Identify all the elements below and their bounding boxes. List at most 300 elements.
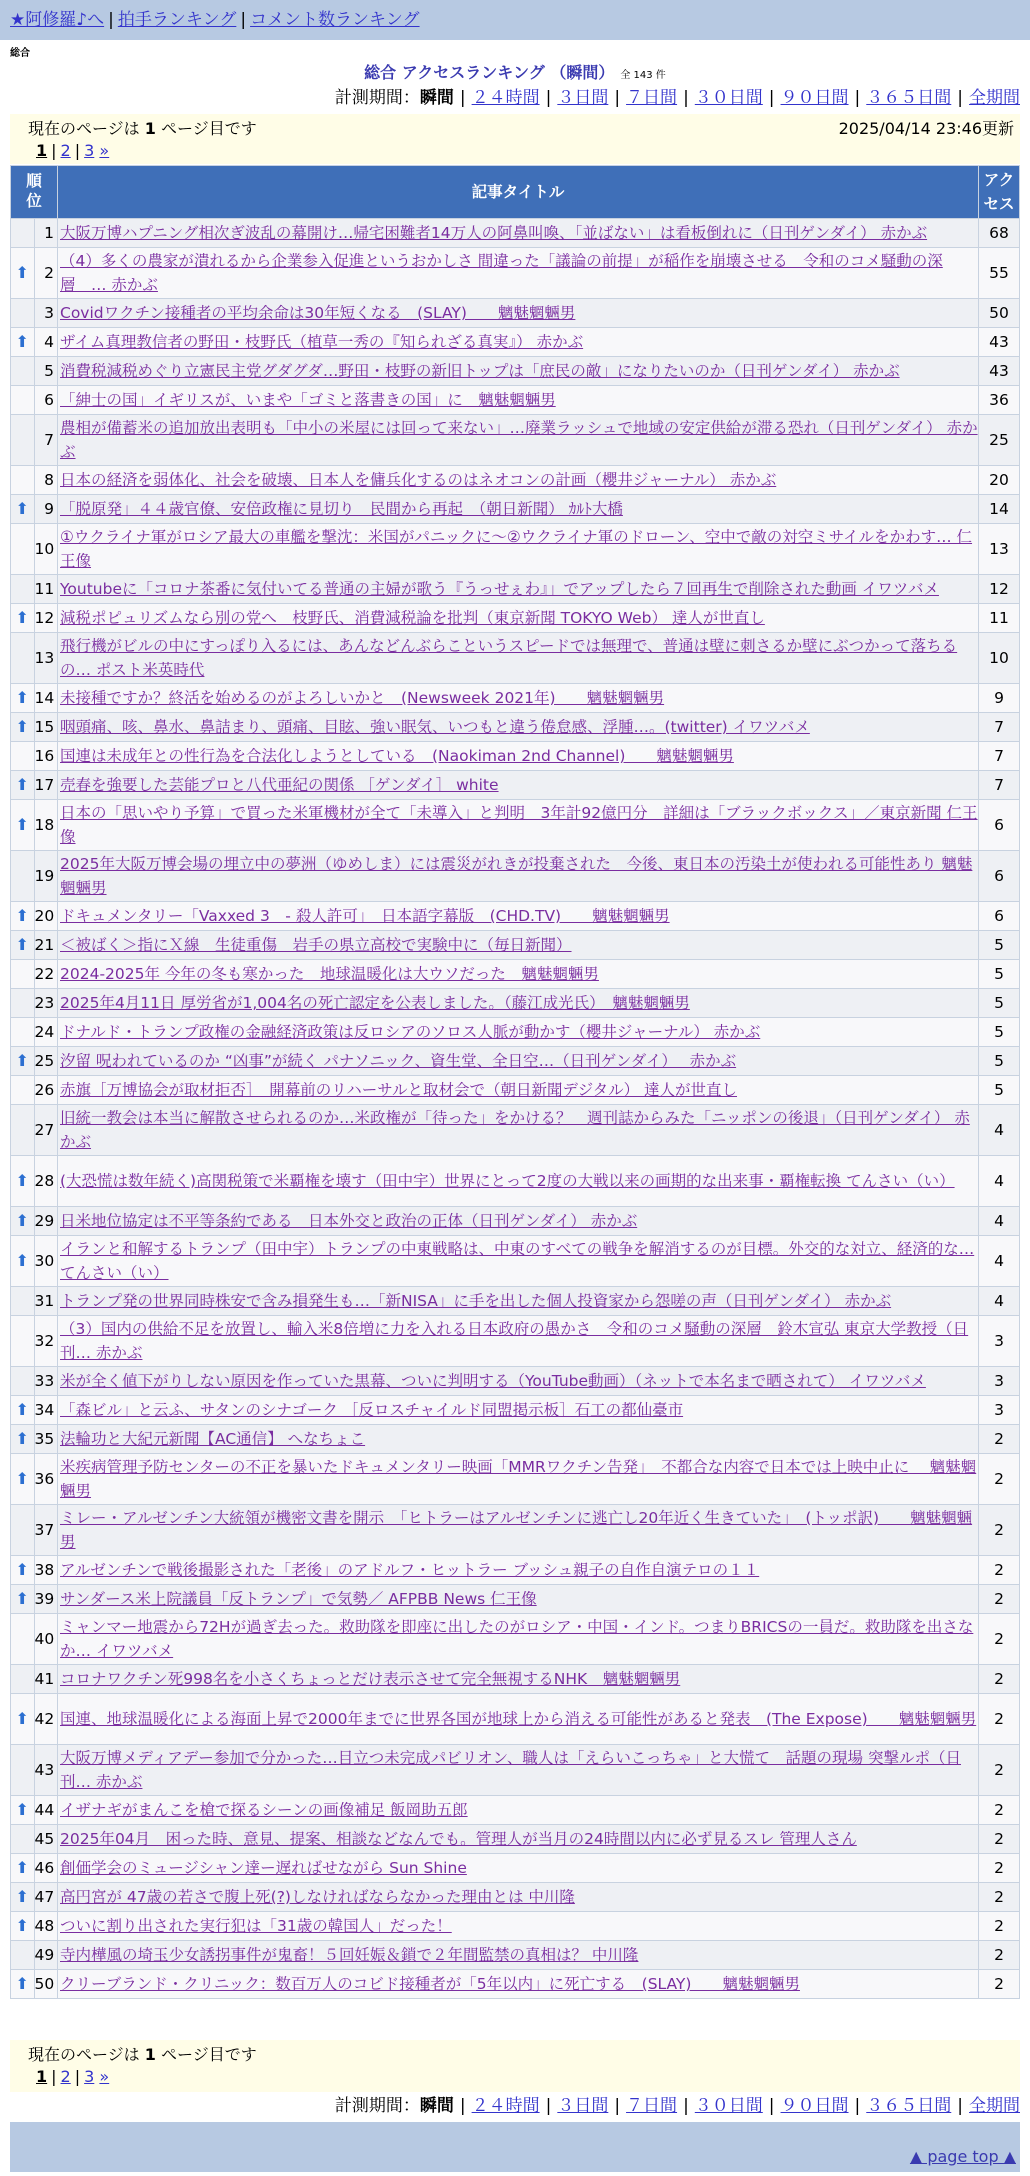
article-title-cell (58, 684, 979, 713)
arrow-up-icon: ⬆ (15, 499, 29, 518)
access-count: 4 (979, 1105, 1020, 1156)
article-title-link[interactable]: 高円宮が 47歳の若さで腹上死(?)しなければならなかった理由とは 中川隆 (60, 1888, 575, 1906)
article-title-link[interactable]: 「森ビル」と云ふ、サタンのシナゴーク ［反ロスチャイルド同盟掲示板］石工の都仙臺市 (60, 1401, 684, 1419)
period-link[interactable]: ９０日間 (780, 2096, 849, 2116)
access-count: 6 (979, 902, 1020, 931)
article-title-cell (58, 1883, 979, 1912)
article-title-cell (58, 1665, 979, 1694)
rank-change-cell (11, 800, 35, 851)
table-row (11, 713, 1020, 742)
rank-change-cell (11, 1556, 35, 1585)
rank-number: 7 (34, 415, 58, 466)
article-title-cell (58, 1556, 979, 1585)
rank-number: 40 (34, 1614, 58, 1665)
access-count: 5 (979, 1047, 1020, 1076)
table-row (11, 1694, 1020, 1745)
article-title-link[interactable]: ついに割り出された実行犯は「31歳の韓国人」だった！ (60, 1917, 452, 1935)
access-count: 5 (979, 1018, 1020, 1047)
table-row (11, 1970, 1020, 1999)
rank-change-cell (11, 1585, 35, 1614)
page-navigation (28, 140, 1012, 162)
rank-change-cell (11, 357, 35, 386)
rank-change-cell (11, 1425, 35, 1454)
access-count: 2 (979, 1970, 1020, 1999)
rank-change-cell (11, 1694, 35, 1745)
arrow-up-icon: ⬆ (15, 775, 29, 794)
page-separator: | (51, 2067, 57, 2086)
article-title-link[interactable]: （4）多くの農家が潰れるから企業参入促進というおかしさ 間違った「議論の前提」が稲作を崩壊させる 令和のコメ騒動の深層 … 赤かぶ (60, 252, 943, 294)
next-page-link[interactable]: » (99, 2067, 110, 2086)
rank-change-cell (11, 1941, 35, 1970)
article-title-link[interactable]: 農相が備蓄米の追加放出表明も「中小の米屋には回って来ない」…廃業ラッシュで地域の安定供給が滞る恐れ（日刊ゲンダイ） 赤かぶ (60, 419, 978, 461)
rank-change-cell (11, 1883, 35, 1912)
rank-number: 35 (34, 1425, 58, 1454)
period-separator: | (683, 2096, 689, 2116)
article-title-link[interactable]: 「紳士の国」イギリスが、いまや「ゴミと落書きの国」に 魑魅魍魎男 (60, 391, 556, 409)
article-title-link[interactable]: 汐留 呪われているのか “凶事”が続く パナソニック、資生堂、全日空…（日刊ゲンダイ） 赤かぶ (60, 1052, 737, 1070)
period-selector-bottom (335, 2094, 1020, 2118)
period-link[interactable]: ７日間 (626, 2096, 678, 2116)
rank-number: 14 (34, 684, 58, 713)
period-label: 計測期間： (334, 88, 420, 108)
table-row (11, 1941, 1020, 1970)
rank-number: 38 (34, 1556, 58, 1585)
clap-ranking-link[interactable]: 拍手ランキング (117, 10, 237, 30)
rank-change-cell (11, 960, 35, 989)
article-title-cell (58, 1745, 979, 1796)
ranking-table (10, 165, 1020, 1999)
rank-number: 21 (34, 931, 58, 960)
rank-change-cell (11, 1854, 35, 1883)
access-count: 2 (979, 1941, 1020, 1970)
rank-number: 47 (34, 1883, 58, 1912)
home-link[interactable]: ★阿修羅♪へ (10, 10, 105, 30)
article-title-cell (58, 1316, 979, 1367)
article-title-link[interactable]: トランプ発の世界同時株安で含み損発生も…「新NISA」に手を出した個人投資家から怨嗟の声（日刊ゲンダイ） 赤かぶ (60, 1292, 892, 1310)
article-title-cell (58, 1076, 979, 1105)
article-title-link[interactable]: 消費税減税めぐり立憲民主党グダグダ…野田・枝野の新旧トップは「庶民の敵」になりたいのか（日刊ゲンダイ） 赤かぶ (60, 362, 900, 380)
table-row (11, 1236, 1020, 1287)
page-link-2[interactable]: 2 (60, 141, 71, 160)
article-title-link[interactable]: 減税ポピュリズムなら別の党へ 枝野氏、消費減税論を批判（東京新聞 TOKYO Web） 達人が世直し (60, 609, 765, 627)
period-link[interactable]: ７日間 (626, 88, 678, 108)
rank-number: 5 (34, 357, 58, 386)
article-title-link[interactable]: コロナワクチン死998名を小さくちょっとだけ表示させて完全無視するNHK 魑魅魍魎男 (60, 1670, 681, 1688)
access-count: 11 (979, 604, 1020, 633)
rank-change-cell (11, 771, 35, 800)
arrow-up-icon: ⬆ (15, 688, 29, 707)
article-title-link[interactable]: 大阪万博メディアデー参加で分かった…目立つ未完成パビリオン、職人は「えらいこっちゃ」と大慌て 話題の現場 突撃ルポ（日刊… 赤かぶ (60, 1749, 961, 1791)
access-count: 2 (979, 1585, 1020, 1614)
article-title-cell (58, 1018, 979, 1047)
table-row (11, 357, 1020, 386)
rank-change-cell (11, 1236, 35, 1287)
article-title-cell (58, 1207, 979, 1236)
rank-change-cell (11, 299, 35, 328)
access-count: 4 (979, 1156, 1020, 1207)
arrow-up-icon: ⬆ (15, 1916, 29, 1935)
period-link[interactable]: ３０日間 (694, 88, 763, 108)
table-row (11, 684, 1020, 713)
table-row (11, 1825, 1020, 1854)
access-count: 2 (979, 1796, 1020, 1825)
article-title-cell (58, 931, 979, 960)
header-title: 記事タイトル (58, 166, 979, 219)
article-title-link[interactable]: 日本の経済を弱体化、社会を破壊、日本人を傭兵化するのはネオコンの計画（櫻井ジャーナル） 赤かぶ (60, 471, 777, 489)
rank-change-cell (11, 524, 35, 575)
article-title-link[interactable]: イランと和解するトランプ（田中宇）トランプの中東戦略は、中東のすべての戦争を解消するのが目標。外交的な対立、経済的な… てんさい（い） (60, 1240, 975, 1282)
page-link-2[interactable]: 2 (60, 2067, 71, 2086)
article-title-link[interactable]: 「脱原発」４４歳官僚、安倍政権に見切り 民間から再起 （朝日新聞） ｶﾙﾄ大橋 (60, 500, 623, 518)
rank-change-cell (11, 742, 35, 771)
article-title-link[interactable]: 飛行機がビルの中にすっぽり入るには、あんなどんぶらこというスピードでは無理で、普通は壁に刺さるか壁にぶつかって落ちるの… ポスト米英時代 (60, 637, 958, 679)
rank-number: 50 (34, 1970, 58, 1999)
article-title-cell (58, 1425, 979, 1454)
article-title-link[interactable]: 日本の「思いやり予算」で買った米軍機材が全て「未導入」と判明 3年計92億円分 詳細は「ブラックボックス」／東京新聞 仁王像 (60, 804, 978, 846)
period-link[interactable]: ２４時間 (471, 2096, 540, 2116)
article-title-cell (58, 1505, 979, 1556)
rank-change-cell (11, 1454, 35, 1505)
rank-number: 6 (34, 386, 58, 415)
table-row (11, 902, 1020, 931)
access-count: 6 (979, 800, 1020, 851)
article-title-cell (58, 219, 979, 248)
rank-number: 42 (34, 1694, 58, 1745)
pager-status-prefix: 現在のページは (28, 119, 140, 138)
table-row (11, 495, 1020, 524)
period-separator: | (459, 88, 466, 108)
article-title-link[interactable]: Youtubeに「コロナ茶番に気付いてる普通の主婦が歌う『うっせぇわ』」でアップしたら７回再生で削除された動画 イワツバメ (60, 580, 939, 598)
period-separator: | (614, 2096, 621, 2116)
article-title-cell (58, 960, 979, 989)
access-count: 13 (979, 524, 1020, 575)
table-row (11, 742, 1020, 771)
period-separator: | (854, 88, 861, 108)
rank-number: 2 (34, 248, 58, 299)
article-title-link[interactable]: ①ウクライナ軍がロシア最大の車艦を撃沈：米国がパニックに〜②ウクライナ軍のドローン、空中で敵の対空ミサイルをかわす… 仁王像 (60, 528, 973, 570)
article-title-cell (58, 1970, 979, 1999)
article-title-cell (58, 1236, 979, 1287)
article-title-link[interactable]: 創価学会のミュージシャン達ー遅ればせながら Sun Shine (60, 1859, 467, 1877)
article-title-cell (58, 1912, 979, 1941)
arrow-up-icon: ⬆ (15, 1171, 29, 1190)
period-current: 瞬間 (419, 2096, 454, 2116)
access-count: 2 (979, 1912, 1020, 1941)
access-count: 4 (979, 1207, 1020, 1236)
rank-number: 4 (34, 328, 58, 357)
period-link[interactable]: 全期間 (969, 88, 1020, 108)
rank-number: 24 (34, 1018, 58, 1047)
article-title-link[interactable]: 2025年大阪万博会場の埋立中の夢洲（ゆめしま）には震災がれきが投棄された 今後、東日本の汚染土が使われる可能性あり 魑魅魍魎男 (60, 855, 973, 897)
page-separator: | (51, 141, 57, 160)
arrow-up-icon: ⬆ (15, 1251, 29, 1270)
rank-number: 32 (34, 1316, 58, 1367)
table-row (11, 851, 1020, 902)
arrow-up-icon: ⬆ (15, 263, 29, 282)
rank-number: 17 (34, 771, 58, 800)
article-title-cell (58, 248, 979, 299)
article-title-cell (58, 1156, 979, 1207)
article-title-link[interactable]: クリーブランド・クリニック：数百万人のコビド接種者が「5年以内」に死亡する (SLAY) 魑魅魍魎男 (60, 1975, 800, 1993)
article-title-cell (58, 328, 979, 357)
page-link-3[interactable]: 3 (84, 141, 95, 160)
article-title-link[interactable]: 2025年4月11日 厚労省が1,004名の死亡認定を公表しました。（藤江成光氏） 魑魅魍魎男 (60, 994, 690, 1012)
article-title-cell (58, 1796, 979, 1825)
article-title-cell (58, 1854, 979, 1883)
period-current: 瞬間 (419, 88, 454, 108)
rank-number: 25 (34, 1047, 58, 1076)
access-count: 3 (979, 1396, 1020, 1425)
arrow-up-icon: ⬆ (15, 1858, 29, 1877)
table-row (11, 1556, 1020, 1585)
access-count: 2 (979, 1505, 1020, 1556)
section-label: 総合 (10, 48, 30, 59)
rank-number: 19 (34, 851, 58, 902)
access-count: 7 (979, 742, 1020, 771)
arrow-up-icon: ⬆ (15, 608, 29, 627)
rank-change-cell (11, 575, 35, 604)
access-count: 12 (979, 575, 1020, 604)
rank-change-cell (11, 1912, 35, 1941)
rank-change-cell (11, 1105, 35, 1156)
access-count: 2 (979, 1883, 1020, 1912)
period-link[interactable]: ３６５日間 (866, 2096, 952, 2116)
access-count: 5 (979, 960, 1020, 989)
article-title-link[interactable]: 売春を強要した芸能プロと八代亜紀の関係 ［ゲンダイ］ white (60, 776, 499, 794)
article-title-link[interactable]: 米が全く値下がりしない原因を作っていた黒幕、ついに判明する（YouTube動画）（ネットで本名まで晒されて） イワツバメ (60, 1372, 926, 1390)
article-title-link[interactable]: ドナルド・トランプ政権の金融経済政策は反ロシアのソロス人脈が動かす（櫻井ジャーナル） 赤かぶ (60, 1023, 761, 1041)
access-count: 7 (979, 771, 1020, 800)
rank-number: 48 (34, 1912, 58, 1941)
rank-change-cell (11, 1018, 35, 1047)
article-title-link[interactable]: 法輪功と大紀元新聞【AC通信】 へなちょこ (60, 1430, 366, 1448)
arrow-up-icon: ⬆ (15, 1560, 29, 1579)
article-title-cell (58, 299, 979, 328)
comment-ranking-link[interactable]: コメント数ランキング (250, 10, 420, 30)
period-link[interactable]: ３０日間 (694, 2096, 763, 2116)
header-access: アクセス (979, 166, 1020, 219)
access-count: 14 (979, 495, 1020, 524)
page-link-3[interactable]: 3 (84, 2067, 95, 2086)
ranking-title: 総合 アクセスランキング （瞬間） (364, 63, 615, 82)
article-title-link[interactable]: ドキュメンタリー「Vaxxed 3 - 殺人許可」 日本語字幕版 (CHD.TV) 魑魅魍魎男 (60, 907, 670, 925)
article-title-cell (58, 1287, 979, 1316)
article-title-link[interactable]: 大阪万博ハプニング相次ぎ波乱の幕開け…帰宅困難者14万人の阿鼻叫喚、「並ばない」は看板倒れに（日刊ゲンダイ） 赤かぶ (60, 224, 928, 242)
access-count: 2 (979, 1825, 1020, 1854)
access-count: 6 (979, 851, 1020, 902)
access-count: 2 (979, 1745, 1020, 1796)
period-link[interactable]: ２４時間 (471, 88, 540, 108)
rank-change-cell (11, 495, 35, 524)
rank-change-cell (11, 386, 35, 415)
access-count: 3 (979, 1367, 1020, 1396)
arrow-up-icon: ⬆ (15, 1709, 29, 1728)
table-row (11, 575, 1020, 604)
rank-number: 10 (34, 524, 58, 575)
table-row (11, 1454, 1020, 1505)
arrow-up-icon: ⬆ (15, 1051, 29, 1070)
header-rank: 順位 (11, 166, 58, 219)
table-row (11, 1156, 1020, 1207)
rank-number: 49 (34, 1941, 58, 1970)
table-row (11, 1287, 1020, 1316)
article-title-cell (58, 357, 979, 386)
access-count: 20 (979, 466, 1020, 495)
page-current: 1 (36, 2067, 48, 2086)
access-count: 9 (979, 684, 1020, 713)
access-count: 50 (979, 299, 1020, 328)
rank-change-cell (11, 684, 35, 713)
article-title-cell (58, 851, 979, 902)
access-count: 68 (979, 219, 1020, 248)
article-title-link[interactable]: 国連、地球温暖化による海面上昇で2000年までに世界各国が地球上から消える可能性があると発表 (The Expose) 魑魅魍魎男 (60, 1710, 977, 1728)
rank-number: 11 (34, 575, 58, 604)
rank-number: 9 (34, 495, 58, 524)
table-row (11, 1912, 1020, 1941)
rank-change-cell (11, 328, 35, 357)
article-title-cell (58, 575, 979, 604)
arrow-up-icon: ⬆ (15, 1800, 29, 1819)
rank-number: 15 (34, 713, 58, 742)
access-count: 2 (979, 1854, 1020, 1883)
arrow-up-icon: ⬆ (15, 906, 29, 925)
page-top-link[interactable]: ▲ page top ▲ (909, 2147, 1016, 2166)
total-count: 全 143 件 (620, 70, 666, 81)
table-row (11, 1367, 1020, 1396)
table-row (11, 960, 1020, 989)
rank-number: 26 (34, 1076, 58, 1105)
article-title-link[interactable]: Covidワクチン接種者の平均余命は30年短くなる (SLAY) 魑魅魍魎男 (60, 304, 576, 322)
article-title-link[interactable]: 2025年04月 困った時、意見、提案、相談などなんでも。管理人が当月の24時間以内に必ず見るスレ 管理人さん (60, 1830, 857, 1848)
page-separator: | (74, 141, 81, 160)
article-title-link[interactable]: 未接種ですか？終活を始めるのがよろしいかと (Newsweek 2021年) 魑魅魍魎男 (60, 689, 665, 707)
access-count: 55 (979, 248, 1020, 299)
table-row (11, 989, 1020, 1018)
period-separator: | (545, 2096, 552, 2116)
rank-change-cell (11, 1076, 35, 1105)
arrow-up-icon: ⬆ (15, 1589, 29, 1608)
table-row (11, 248, 1020, 299)
table-row (11, 524, 1020, 575)
rank-number: 39 (34, 1585, 58, 1614)
pager-bottom (10, 2040, 1020, 2092)
article-title-cell (58, 633, 979, 684)
article-title-link[interactable]: アルゼンチンで戦後撮影された「老後」のアドルフ・ヒットラー ブッシュ親子の自作自演テロの１１ (60, 1561, 760, 1579)
rank-number: 23 (34, 989, 58, 1018)
access-count: 4 (979, 1236, 1020, 1287)
period-link[interactable]: ３日間 (557, 2096, 609, 2116)
footer-bar (10, 2122, 1020, 2172)
pager-top (10, 114, 1020, 164)
rank-number: 1 (34, 219, 58, 248)
table-row (11, 386, 1020, 415)
period-link[interactable]: 全期間 (969, 2096, 1020, 2116)
table-row (11, 219, 1020, 248)
article-title-cell (58, 415, 979, 466)
article-title-link[interactable]: 寺内樺風の埼玉少女誘拐事件が鬼畜！５回妊娠＆鎖で２年間監禁の真相は？ 中川隆 (60, 1946, 639, 1964)
rank-number: 30 (34, 1236, 58, 1287)
table-row (11, 466, 1020, 495)
access-count: 5 (979, 931, 1020, 960)
access-count: 2 (979, 1665, 1020, 1694)
article-title-cell (58, 466, 979, 495)
next-page-link[interactable]: » (99, 141, 110, 160)
rank-change-cell (11, 1047, 35, 1076)
article-title-link[interactable]: 米疾病管理予防センターの不正を暴いたドキュメンタリー映画「MMRワクチン告発」 不都合な内容で日本では上映中止に 魑魅魍魎男 (60, 1458, 977, 1500)
access-count: 10 (979, 633, 1020, 684)
rank-number: 18 (34, 800, 58, 851)
period-link[interactable]: ９０日間 (780, 88, 849, 108)
rank-change-cell (11, 466, 35, 495)
access-count: 7 (979, 713, 1020, 742)
rank-change-cell (11, 248, 35, 299)
arrow-up-icon: ⬆ (15, 935, 29, 954)
access-count: 36 (979, 386, 1020, 415)
table-row (11, 1745, 1020, 1796)
article-title-link[interactable]: (大恐慌は数年続く)高関税策で米覇権を壊す（田中宇）世界にとって2度の大戦以来の画期的な出来事・覇権転換 てんさい（い） (60, 1172, 955, 1190)
access-count: 2 (979, 1454, 1020, 1505)
article-title-link[interactable]: 咽頭痛、咳、鼻水、鼻詰まり、頭痛、目眩、強い眠気、いつもと違う倦怠感、浮腫…。(twitter) イワツバメ (60, 718, 810, 736)
article-title-link[interactable]: 国連は未成年との性行為を合法化しようとしている (Naokiman 2nd Channel) 魑魅魍魎男 (60, 747, 734, 765)
period-selector-top (335, 86, 1020, 110)
period-separator: | (768, 2096, 775, 2116)
nav-separator: | (240, 10, 247, 30)
table-row (11, 1505, 1020, 1556)
period-link[interactable]: ３６５日間 (866, 88, 952, 108)
rank-change-cell (11, 219, 35, 248)
article-title-link[interactable]: （3）国内の供給不足を放置し、輸入米8倍増に力を入れる日本政府の愚かさ 令和のコメ騒動の深層 鈴木宣弘 東京大学教授（日刊… 赤かぶ (60, 1320, 969, 1362)
article-title-link[interactable]: サンダース米上院議員「反トランプ」で気勢／ AFPBB News 仁王像 (60, 1590, 537, 1608)
page-navigation (28, 2066, 1012, 2088)
rank-change-cell (11, 1287, 35, 1316)
rank-change-cell (11, 1825, 35, 1854)
rank-number: 8 (34, 466, 58, 495)
access-count: 25 (979, 415, 1020, 466)
rank-number: 36 (34, 1454, 58, 1505)
article-title-link[interactable]: 日米地位協定は不平等条約である 日本外交と政治の正体（日刊ゲンダイ） 赤かぶ (60, 1212, 638, 1230)
rank-number: 3 (34, 299, 58, 328)
article-title-link[interactable]: 2024-2025年 今年の冬も寒かった 地球温暖化は大ウソだった 魑魅魍魎男 (60, 965, 599, 983)
article-title-link[interactable]: ＜被ばく＞指にＸ線 生徒重傷 岩手の県立高校で実験中に（毎日新聞） (60, 936, 572, 954)
article-title-cell (58, 771, 979, 800)
rank-number: 20 (34, 902, 58, 931)
rank-change-cell (11, 1796, 35, 1825)
article-title-link[interactable]: ザイム真理教信者の野田・枝野氏（植草一秀の『知られざる真実』） 赤かぶ (60, 333, 584, 351)
article-title-cell (58, 1105, 979, 1156)
period-link[interactable]: ３日間 (557, 88, 609, 108)
table-row (11, 1316, 1020, 1367)
article-title-cell (58, 386, 979, 415)
article-title-link[interactable]: ミャンマー地震から72Hが過ぎ去った。救助隊を即座に出したのがロシア・中国・インド。つまりBRICSの一員だ。救助隊を出さなか… イワツバメ (60, 1618, 974, 1660)
rank-number: 22 (34, 960, 58, 989)
rank-change-cell (11, 1396, 35, 1425)
article-title-link[interactable]: ミレー・アルゼンチン大統領が機密文書を開示 「ヒトラーはアルゼンチンに逃亡し20年近く生きていた」 (トッポ訳) 魑魅魍魎男 (60, 1509, 973, 1551)
article-title-cell (58, 1941, 979, 1970)
access-count: 5 (979, 989, 1020, 1018)
table-row (11, 1076, 1020, 1105)
pager-status-prefix: 現在のページは (28, 2045, 140, 2064)
article-title-link[interactable]: 旧統一教会は本当に解散させられるのか…米政権が「待った」をかける？ 週刊誌からみた「ニッポンの後退」（日刊ゲンダイ） 赤かぶ (60, 1109, 970, 1151)
article-title-cell (58, 524, 979, 575)
article-title-cell (58, 713, 979, 742)
period-separator: | (683, 88, 689, 108)
article-title-cell (58, 495, 979, 524)
article-title-link[interactable]: イザナギがまんこを槍で探るシーンの画像補足 飯岡助五郎 (60, 1801, 468, 1819)
arrow-up-icon: ⬆ (15, 1974, 29, 1993)
pager-status-suffix: ページ目です (161, 119, 257, 138)
article-title-link[interactable]: 赤旗［万博協会が取材拒否］ 開幕前のリハーサルと取材会で（朝日新聞デジタル） 達人が世直し (60, 1081, 738, 1099)
rank-change-cell (11, 1505, 35, 1556)
